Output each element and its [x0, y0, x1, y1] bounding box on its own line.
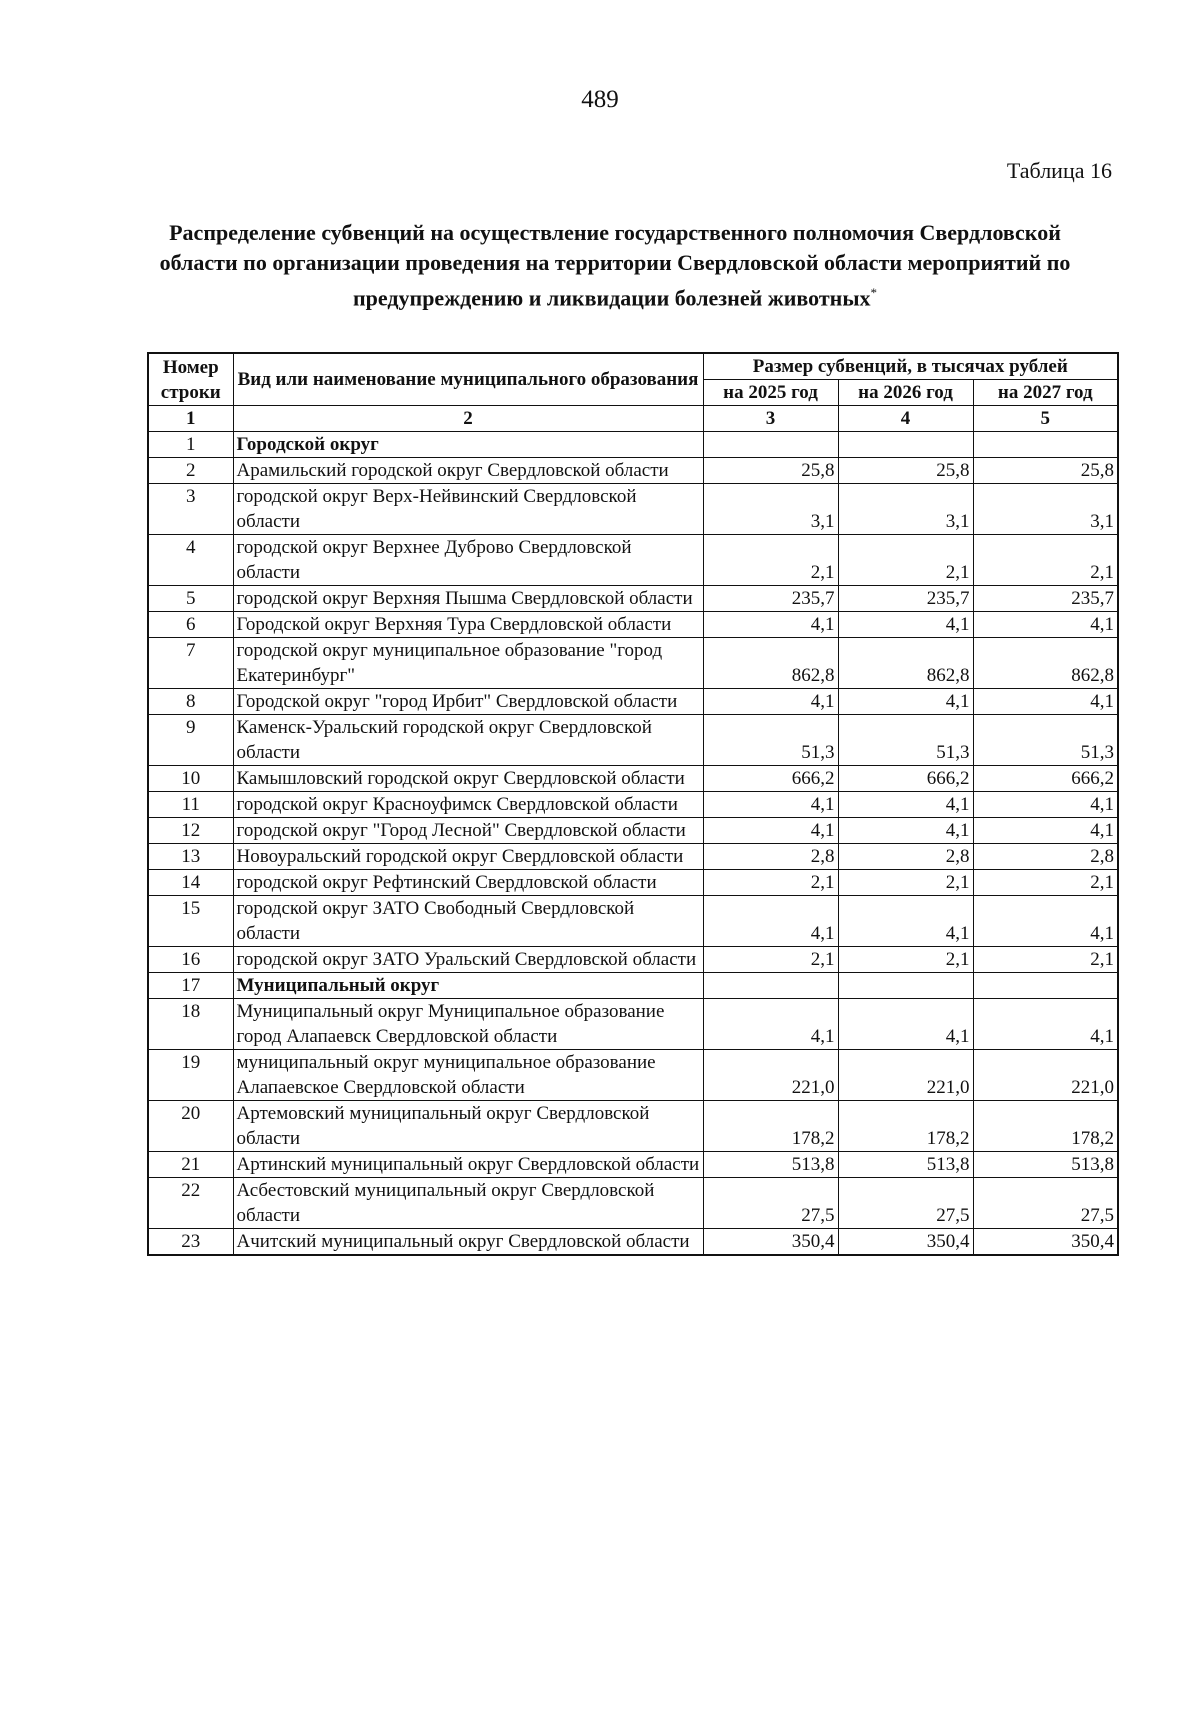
amount-2027-cell: 2,8	[973, 844, 1118, 870]
table-row	[148, 947, 1118, 973]
amount-2025-cell: 3,1	[703, 484, 838, 535]
amount-2025-cell: 4,1	[703, 818, 838, 844]
municipality-name-cell: городской округ муниципальное образование "город Екатеринбург"	[233, 638, 703, 689]
amount-2025-cell: 2,1	[703, 535, 838, 586]
table-row	[148, 1229, 1118, 1256]
table-row	[148, 844, 1118, 870]
amount-2025-cell: 221,0	[703, 1050, 838, 1101]
header-year-2025: на 2025 год	[703, 380, 838, 406]
table-row	[148, 870, 1118, 896]
municipality-name-cell: городской округ Верхняя Пышма Свердловской области	[233, 586, 703, 612]
amount-2026-cell: 4,1	[838, 689, 973, 715]
row-number-cell: 6	[148, 612, 233, 638]
row-number-cell: 2	[148, 458, 233, 484]
amount-2026-cell: 4,1	[838, 896, 973, 947]
municipality-name-cell: городской округ Красноуфимск Свердловской области	[233, 792, 703, 818]
amount-2025-cell: 235,7	[703, 586, 838, 612]
amount-2027-cell: 666,2	[973, 766, 1118, 792]
table-row	[148, 792, 1118, 818]
column-number-5: 5	[973, 406, 1118, 432]
amount-2026-cell: 221,0	[838, 1050, 973, 1101]
page-number: 489	[581, 86, 619, 113]
municipality-name-cell: Артемовский муниципальный округ Свердловской области	[233, 1101, 703, 1152]
amount-2027-cell	[973, 973, 1118, 999]
amount-2025-cell: 25,8	[703, 458, 838, 484]
row-number-cell: 20	[148, 1101, 233, 1152]
amount-2027-cell: 4,1	[973, 896, 1118, 947]
header-row-number: Номер строки	[148, 353, 233, 406]
amount-2026-cell: 178,2	[838, 1101, 973, 1152]
amount-2027-cell: 25,8	[973, 458, 1118, 484]
amount-2026-cell: 666,2	[838, 766, 973, 792]
amount-2025-cell: 862,8	[703, 638, 838, 689]
row-number-cell: 19	[148, 1050, 233, 1101]
amount-2027-cell: 350,4	[973, 1229, 1118, 1256]
municipality-name-cell: Арамильский городской округ Свердловской области	[233, 458, 703, 484]
subsidy-table	[147, 352, 1119, 1256]
amount-2027-cell: 513,8	[973, 1152, 1118, 1178]
amount-2027-cell: 4,1	[973, 818, 1118, 844]
amount-2026-cell: 3,1	[838, 484, 973, 535]
row-number-cell: 4	[148, 535, 233, 586]
table-label: Таблица 16	[1006, 158, 1112, 183]
amount-2025-cell	[703, 432, 838, 458]
amount-2027-cell: 178,2	[973, 1101, 1118, 1152]
amount-2027-cell: 3,1	[973, 484, 1118, 535]
row-number-cell: 18	[148, 999, 233, 1050]
table-row	[148, 1101, 1118, 1152]
table-row	[148, 535, 1118, 586]
amount-2025-cell	[703, 973, 838, 999]
amount-2026-cell: 27,5	[838, 1178, 973, 1229]
table-row	[148, 1050, 1118, 1101]
row-number-cell: 3	[148, 484, 233, 535]
document-title	[150, 218, 1080, 313]
amount-2025-cell: 350,4	[703, 1229, 838, 1256]
row-number-cell: 22	[148, 1178, 233, 1229]
municipality-name-cell: Муниципальный округ	[233, 973, 703, 999]
table-row	[148, 896, 1118, 947]
municipality-name-cell: Городской округ Верхняя Тура Свердловской области	[233, 612, 703, 638]
amount-2026-cell: 235,7	[838, 586, 973, 612]
table-row	[148, 766, 1118, 792]
municipality-name-cell: городской округ Рефтинский Свердловской области	[233, 870, 703, 896]
table-row	[148, 484, 1118, 535]
amount-2027-cell: 4,1	[973, 792, 1118, 818]
row-number-cell: 17	[148, 973, 233, 999]
table-row	[148, 586, 1118, 612]
municipality-name-cell: Городской округ "город Ирбит" Свердловской области	[233, 689, 703, 715]
amount-2026-cell: 2,1	[838, 870, 973, 896]
amount-2026-cell: 2,8	[838, 844, 973, 870]
amount-2025-cell: 4,1	[703, 896, 838, 947]
amount-2025-cell: 2,8	[703, 844, 838, 870]
header-row-1	[148, 353, 1118, 380]
amount-2027-cell: 27,5	[973, 1178, 1118, 1229]
municipality-name-cell: Каменск-Уральский городской округ Свердловской области	[233, 715, 703, 766]
municipality-name-cell: городской округ Верх-Нейвинский Свердловской области	[233, 484, 703, 535]
amount-2027-cell: 4,1	[973, 999, 1118, 1050]
table-row	[148, 715, 1118, 766]
row-number-cell: 7	[148, 638, 233, 689]
amount-2027-cell: 2,1	[973, 870, 1118, 896]
amount-2026-cell: 4,1	[838, 792, 973, 818]
amount-2025-cell: 51,3	[703, 715, 838, 766]
column-number-1: 1	[148, 406, 233, 432]
amount-2026-cell: 51,3	[838, 715, 973, 766]
row-number-cell: 10	[148, 766, 233, 792]
municipality-name-cell: Камышловский городской округ Свердловской области	[233, 766, 703, 792]
row-number-cell: 8	[148, 689, 233, 715]
amount-2027-cell: 862,8	[973, 638, 1118, 689]
header-year-2027: на 2027 год	[973, 380, 1118, 406]
row-number-cell: 13	[148, 844, 233, 870]
municipality-name-cell: городской округ ЗАТО Свободный Свердловской области	[233, 896, 703, 947]
row-number-cell: 23	[148, 1229, 233, 1256]
header-year-2026: на 2026 год	[838, 380, 973, 406]
amount-2027-cell	[973, 432, 1118, 458]
amount-2026-cell: 25,8	[838, 458, 973, 484]
table-row	[148, 1178, 1118, 1229]
table-header	[148, 353, 1118, 432]
row-number-cell: 14	[148, 870, 233, 896]
municipality-name-cell: Муниципальный округ Муниципальное образование город Алапаевск Свердловской области	[233, 999, 703, 1050]
amount-2026-cell: 513,8	[838, 1152, 973, 1178]
row-number-cell: 15	[148, 896, 233, 947]
table-section-row	[148, 432, 1118, 458]
row-number-cell: 9	[148, 715, 233, 766]
row-number-cell: 5	[148, 586, 233, 612]
amount-2026-cell: 862,8	[838, 638, 973, 689]
table-row	[148, 689, 1118, 715]
amount-2027-cell: 4,1	[973, 612, 1118, 638]
title-footnote-mark: *	[870, 285, 877, 300]
table-row	[148, 1152, 1118, 1178]
amount-2025-cell: 2,1	[703, 870, 838, 896]
amount-2026-cell: 4,1	[838, 818, 973, 844]
table-section-row	[148, 973, 1118, 999]
amount-2026-cell: 2,1	[838, 535, 973, 586]
municipality-name-cell: Городской округ	[233, 432, 703, 458]
column-number-2: 2	[233, 406, 703, 432]
amount-2025-cell: 4,1	[703, 689, 838, 715]
amount-2025-cell: 666,2	[703, 766, 838, 792]
municipality-name-cell: городской округ ЗАТО Уральский Свердловской области	[233, 947, 703, 973]
amount-2027-cell: 2,1	[973, 947, 1118, 973]
amount-2025-cell: 178,2	[703, 1101, 838, 1152]
table-row	[148, 999, 1118, 1050]
table-row	[148, 458, 1118, 484]
amount-2025-cell: 4,1	[703, 792, 838, 818]
header-municipality-name: Вид или наименование муниципального образования	[233, 353, 703, 406]
municipality-name-cell: Артинский муниципальный округ Свердловской области	[233, 1152, 703, 1178]
amount-2027-cell: 221,0	[973, 1050, 1118, 1101]
amount-2025-cell: 4,1	[703, 999, 838, 1050]
amount-2027-cell: 2,1	[973, 535, 1118, 586]
table-body	[148, 432, 1118, 1256]
header-amount-group: Размер субвенций, в тысячах рублей	[703, 353, 1118, 380]
table-row	[148, 638, 1118, 689]
amount-2026-cell: 4,1	[838, 612, 973, 638]
amount-2026-cell: 2,1	[838, 947, 973, 973]
table-row	[148, 612, 1118, 638]
row-number-cell: 11	[148, 792, 233, 818]
row-number-cell: 1	[148, 432, 233, 458]
municipality-name-cell: муниципальный округ муниципальное образование Алапаевское Свердловской области	[233, 1050, 703, 1101]
municipality-name-cell: городской округ "Город Лесной" Свердловской области	[233, 818, 703, 844]
amount-2025-cell: 27,5	[703, 1178, 838, 1229]
document-title-text: Распределение субвенций на осуществление государственного полномочия Свердловской области по организации проведения на территории Свердловской области мероприятий по предупреждению и ликвидации болезней животных	[159, 220, 1071, 311]
municipality-name-cell: городской округ Верхнее Дуброво Свердловской области	[233, 535, 703, 586]
municipality-name-cell: Новоуральский городской округ Свердловской области	[233, 844, 703, 870]
municipality-name-cell: Асбестовский муниципальный округ Свердловской области	[233, 1178, 703, 1229]
amount-2025-cell: 4,1	[703, 612, 838, 638]
amount-2027-cell: 51,3	[973, 715, 1118, 766]
amount-2027-cell: 4,1	[973, 689, 1118, 715]
row-number-cell: 12	[148, 818, 233, 844]
amount-2026-cell	[838, 432, 973, 458]
column-number-4: 4	[838, 406, 973, 432]
municipality-name-cell: Ачитский муниципальный округ Свердловской области	[233, 1229, 703, 1256]
row-number-cell: 21	[148, 1152, 233, 1178]
column-number-row	[148, 406, 1118, 432]
row-number-cell: 16	[148, 947, 233, 973]
amount-2027-cell: 235,7	[973, 586, 1118, 612]
amount-2026-cell: 350,4	[838, 1229, 973, 1256]
table-row	[148, 818, 1118, 844]
amount-2026-cell: 4,1	[838, 999, 973, 1050]
column-number-3: 3	[703, 406, 838, 432]
amount-2025-cell: 513,8	[703, 1152, 838, 1178]
amount-2025-cell: 2,1	[703, 947, 838, 973]
amount-2026-cell	[838, 973, 973, 999]
